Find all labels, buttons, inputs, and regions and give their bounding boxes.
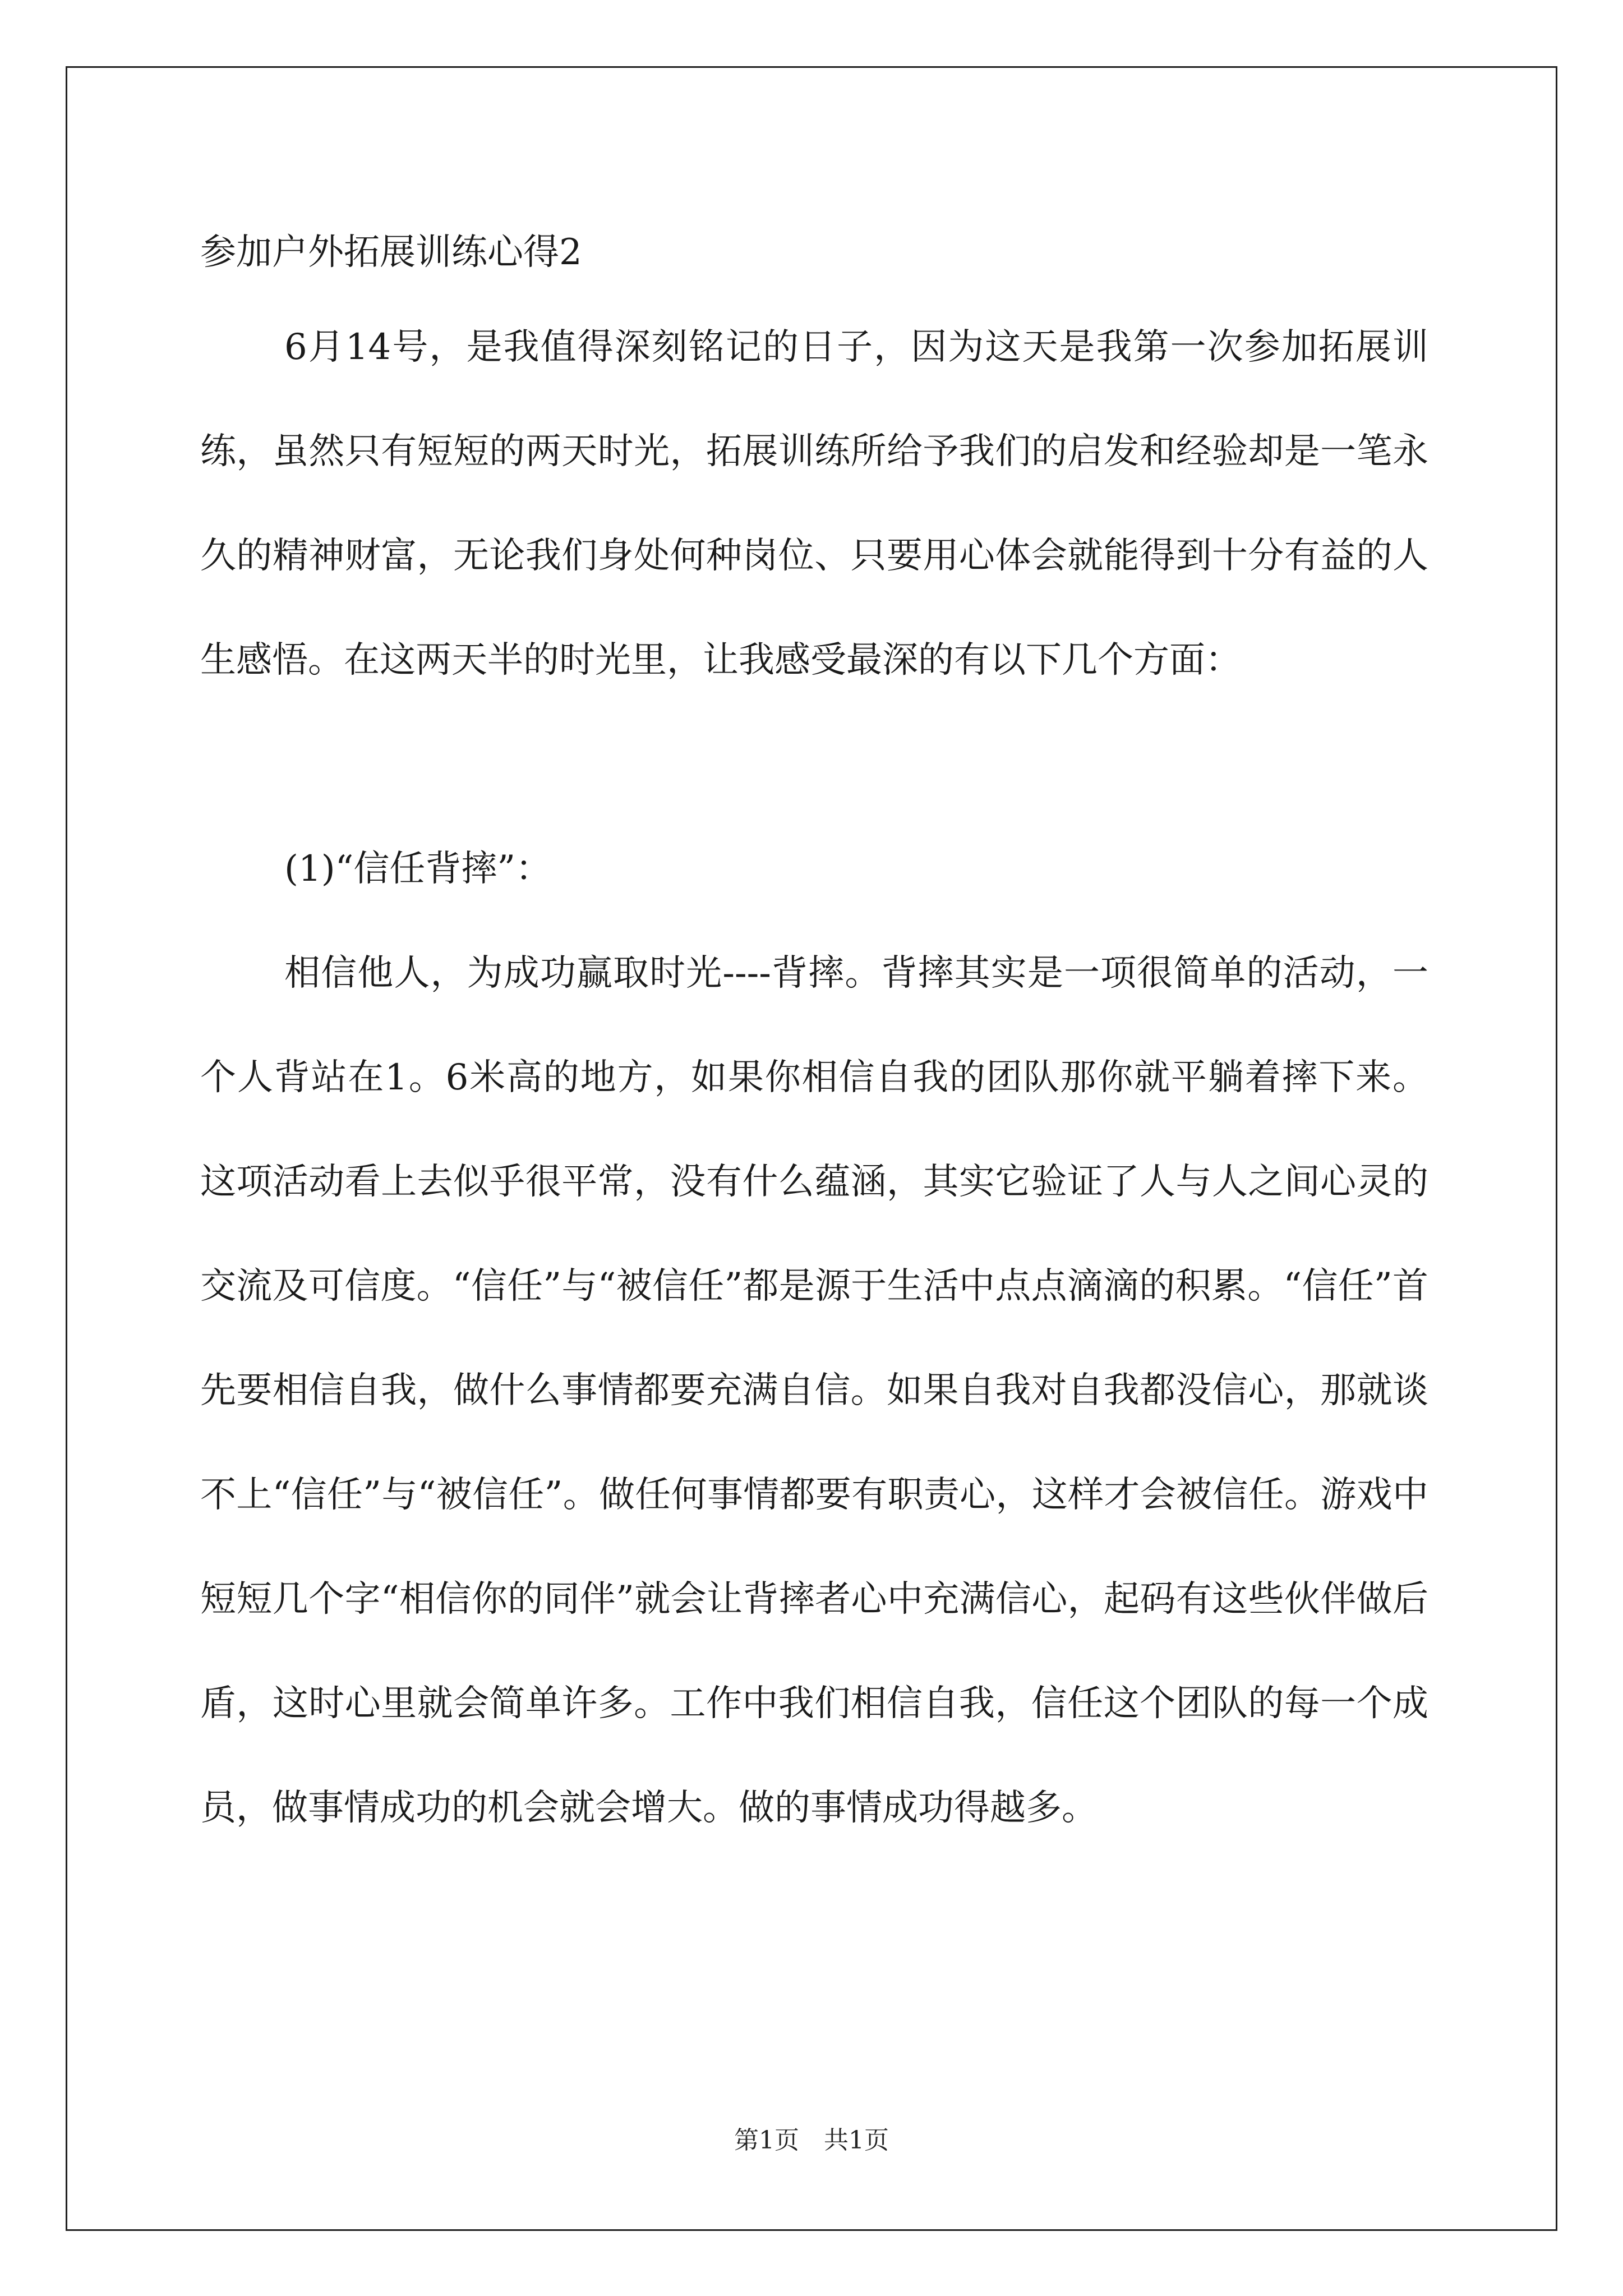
document-title: 参加户外拓展训练心得2 [200,232,582,273]
page-footer: 第1页 共1页 [734,2126,889,2155]
paragraph-heading-trust-fall: (1)“信任背摔”： [284,848,552,890]
paragraph-intro: 6月14号，是我值得深刻铭记的日子，因为这天是我第一次参加拓展训练，虽然只有短短的两天时光，拓展训练所给予我们的启发和经验却是一笔永久的精神财富，无论我们身处何种岗位、只要用心体会就能得到十分有益的人生感悟。在这两天半的时光里，让我感受最深的有以下几个方面： [200,326,1428,681]
paragraph-trust-fall-body: 相信他人，为成功赢取时光----背摔。背摔其实是一项很简单的活动，一个人背站在1。6米高的地方，如果你相信自我的团队那你就平躺着摔下来。这项活动看上去似乎很平常，没有什么蕴涵，其实它验证了人与人之间心灵的交流及可信度。“信任”与“被信任”都是源于生活中点点滴滴的积累。“信任”首先要相信自我，做什么事情都要充满自信。如果自我对自我都没信心，那就谈不上“信任”与“被信任”。做任何事情都要有职责心，这样才会被信任。游戏中短短几个字“相信你的同伴”就会让背摔者心中充满信心，起码有这些伙伴做后盾，这时心里就会简单许多。工作中我们相信自我，信任这个团队的每一个成员，做事情成功的机会就会增大。做的事情成功得越多。 [200,953,1428,1829]
